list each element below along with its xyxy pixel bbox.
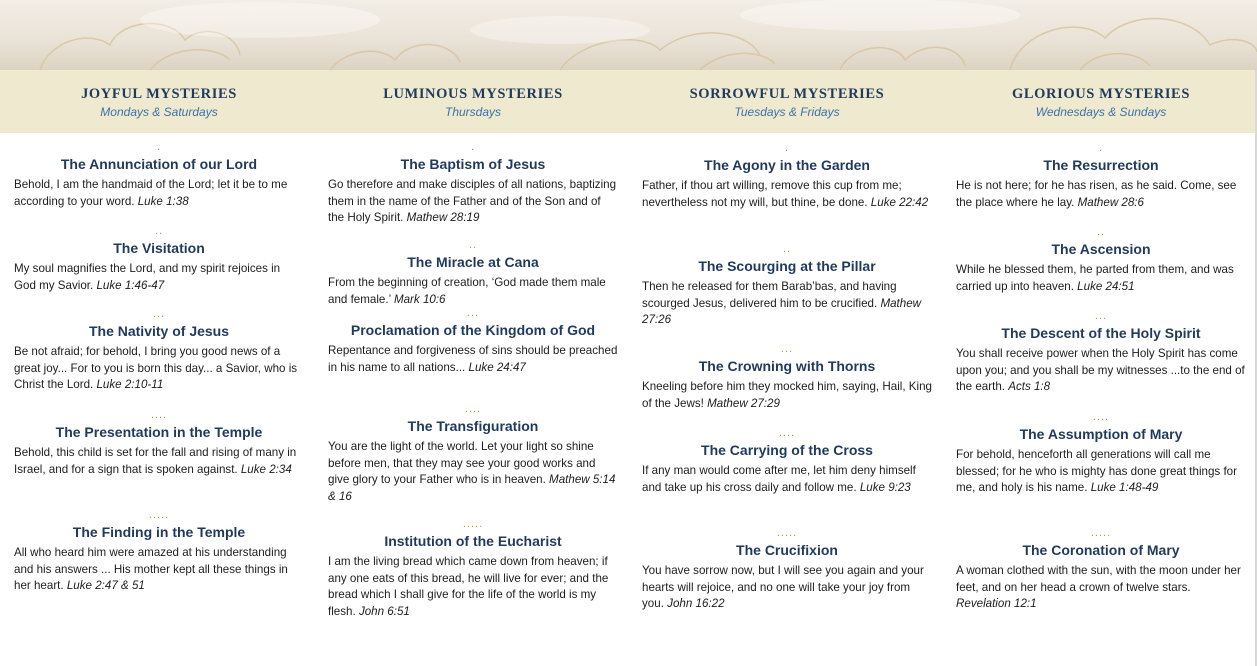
- mystery-title: The Resurrection: [1043, 157, 1159, 173]
- mystery-title: The Carrying of the Cross: [701, 442, 873, 458]
- decade-dots: .: [784, 142, 790, 154]
- column-days: Wednesdays & Sundays: [1035, 105, 1167, 119]
- scripture-text: [642, 463, 932, 496]
- mystery-title: The Presentation in the Temple: [55, 424, 263, 440]
- scripture-text: [956, 563, 1246, 613]
- scripture-reference: Mathew 28:6: [1077, 195, 1144, 209]
- mystery-item: [328, 519, 618, 620]
- decade-dots: ..: [468, 239, 478, 251]
- scripture-text: [14, 344, 304, 394]
- column-header: [642, 70, 932, 133]
- scripture-text: [14, 445, 304, 478]
- column-days: Thursdays: [444, 105, 502, 119]
- mystery-title: The Scourging at the Pillar: [698, 258, 876, 274]
- scripture-quote: You have sorrow now, but I will see you again and your hearts will rejoice, and no one will take your joy from you.: [642, 564, 924, 610]
- decade-dots: ..: [1096, 226, 1106, 238]
- scripture-text: [14, 545, 304, 595]
- mystery-title: The Baptism of Jesus: [400, 156, 546, 172]
- mystery-title: The Coronation of Mary: [1022, 542, 1180, 558]
- column-title: SORROWFUL MYSTERIES: [689, 86, 885, 102]
- mystery-item: [956, 528, 1246, 613]
- decade-dots: ....: [464, 403, 482, 415]
- decade-dots: .....: [462, 518, 484, 530]
- column-title: JOYFUL MYSTERIES: [81, 86, 237, 102]
- scripture-quote: Kneeling before him they mocked him, saying, Hail, King of the Jews!: [642, 380, 932, 410]
- mystery-item: [956, 412, 1246, 497]
- column-title: LUMINOUS MYSTERIES: [383, 86, 563, 102]
- scripture-text: [956, 447, 1246, 497]
- scripture-quote: Go therefore and make disciples of all nations, baptizing them in the name of the Father and of the Son and of the Holy Spirit.: [328, 178, 617, 224]
- scripture-reference: John 6:51: [358, 604, 410, 618]
- mystery-title: The Crowning with Thorns: [698, 358, 876, 374]
- scripture-quote: You shall receive power when the Holy Spirit has come upon you; and you shall be my witnesses ...to the end of the earth.: [956, 347, 1245, 393]
- decade-dots: ....: [150, 409, 168, 421]
- mystery-item: [642, 344, 932, 412]
- decade-dots: ...: [1094, 310, 1108, 322]
- scripture-reference: Luke 2:47 & 51: [66, 579, 145, 592]
- decade-dots: .....: [1090, 527, 1112, 539]
- decade-dots: .: [156, 141, 162, 153]
- scripture-text: [328, 439, 618, 505]
- scripture-reference: Luke 1:48-49: [1090, 481, 1159, 494]
- scripture-reference: Luke 1:38: [137, 194, 189, 208]
- mystery-title: The Miracle at Cana: [407, 254, 539, 270]
- cloud-banner: [0, 0, 1257, 70]
- decade-dots: ..: [154, 225, 164, 237]
- scripture-text: [642, 379, 932, 412]
- decade-dots: .: [470, 141, 476, 153]
- column-header: [956, 70, 1246, 133]
- decade-dots: ...: [466, 307, 480, 319]
- scripture-quote: He is not here; for he has risen, as he said. Come, see the place where he lay.: [956, 179, 1237, 209]
- decade-dots: ...: [152, 308, 166, 320]
- scripture-quote: Be not afraid; for behold, I bring you good news of a great joy... For to you is born this day... a Savior, who is Christ the Lord.: [14, 345, 298, 391]
- mystery-title: The Agony in the Garden: [704, 157, 870, 173]
- scripture-text: [14, 177, 304, 210]
- scripture-text: [642, 178, 932, 211]
- mystery-title: The Assumption of Mary: [1019, 426, 1183, 442]
- scripture-quote: Behold, I am the handmaid of the Lord; let it be to me according to your word.: [14, 178, 288, 208]
- scripture-reference: Mathew 27:26: [642, 296, 922, 326]
- scripture-reference: Revelation 12:1: [956, 597, 1037, 610]
- mystery-item: [328, 308, 618, 376]
- scripture-reference: Luke 24:47: [468, 360, 526, 374]
- scripture-reference: Mathew 5:14 & 16: [328, 473, 616, 503]
- column-header: [14, 70, 304, 133]
- scripture-reference: Mark 10:6: [393, 292, 446, 306]
- mystery-item: [14, 410, 304, 478]
- scripture-quote: My soul magnifies the Lord, and my spirit rejoices in God my Savior.: [14, 262, 281, 292]
- scripture-reference: Luke 2:34: [240, 462, 292, 476]
- decade-dots: .....: [776, 527, 798, 539]
- scripture-text: [328, 177, 618, 227]
- mystery-item: [328, 142, 618, 227]
- decade-dots: .....: [148, 509, 170, 521]
- scripture-reference: Luke 2:10-11: [96, 378, 164, 391]
- mystery-item: [328, 240, 618, 308]
- scripture-text: [642, 279, 932, 329]
- mystery-title: The Transfiguration: [407, 418, 539, 434]
- decade-dots: ....: [778, 427, 796, 439]
- mystery-title: The Crucifixion: [736, 542, 838, 558]
- scripture-quote: Then he released for them Barab’bas, and having scourged Jesus, delivered him to be crucified.: [642, 280, 897, 310]
- mystery-item: [642, 428, 932, 496]
- scripture-reference: Luke 24:51: [1077, 279, 1135, 293]
- scripture-reference: Mathew 28:19: [406, 211, 480, 224]
- scripture-text: [14, 261, 304, 294]
- scripture-reference: Luke 22:42: [870, 195, 929, 209]
- column-days: Mondays & Saturdays: [100, 105, 218, 119]
- mystery-title: The Nativity of Jesus: [88, 323, 230, 339]
- scripture-quote: All who heard him were amazed at his understanding and his answers ... His mother kept all these things in her heart.: [14, 546, 288, 592]
- scripture-reference: Mathew 27:29: [707, 396, 780, 410]
- scripture-reference: Luke 1:46-47: [96, 278, 165, 292]
- scripture-text: [956, 262, 1246, 295]
- mystery-item: [14, 309, 304, 394]
- mystery-item: [14, 142, 304, 210]
- column-title: GLORIOUS MYSTERIES: [1012, 86, 1190, 102]
- scripture-text: [956, 178, 1246, 211]
- scripture-quote: Father, if thou art willing, remove this cup from me; nevertheless not my will, but thine, be done.: [642, 179, 902, 209]
- scripture-reference: Luke 9:23: [859, 480, 911, 494]
- mystery-title: The Visitation: [113, 240, 205, 256]
- mystery-title: The Annunciation of our Lord: [60, 156, 258, 172]
- decade-dots: ....: [1092, 411, 1110, 423]
- scripture-text: [328, 343, 618, 376]
- mystery-item: [328, 404, 618, 505]
- scripture-quote: Repentance and forgiveness of sins should be preached in his name to all nations...: [328, 344, 618, 374]
- mystery-title: Proclamation of the Kingdom of God: [350, 322, 596, 338]
- mystery-title: The Descent of the Holy Spirit: [1001, 325, 1201, 341]
- mystery-column: [956, 70, 1246, 610]
- mystery-item: [642, 528, 932, 613]
- mystery-title: The Finding in the Temple: [72, 524, 246, 540]
- scripture-quote: If any man would come after me, let him deny himself and take up his cross daily and follow me.: [642, 464, 916, 494]
- scripture-quote: From the beginning of creation, ‘God made them male and female.’: [328, 276, 606, 306]
- scripture-quote: You are the light of the world. Let your light so shine before men, that they may see your good works and give glory to your Father who is in heaven.: [328, 440, 596, 486]
- mystery-item: [642, 143, 932, 211]
- scripture-quote: While he blessed them, he parted from them, and was carried up into heaven.: [956, 263, 1234, 293]
- mystery-title: The Ascension: [1051, 241, 1151, 257]
- mystery-item: [956, 311, 1246, 396]
- scripture-reference: Acts 1:8: [1008, 380, 1051, 393]
- decade-dots: .: [1098, 142, 1104, 154]
- mystery-item: [14, 510, 304, 595]
- mystery-item: [956, 143, 1246, 211]
- scripture-quote: Behold, this child is set for the fall and rising of many in Israel, and for a sign that is spoken against.: [14, 446, 297, 476]
- scripture-quote: I am the living bread which came down from heaven; if any one eats of this bread, he will live for ever; and the bread which I shall give for the life of the world is my flesh.: [328, 555, 609, 618]
- column-days: Tuesdays & Fridays: [734, 105, 840, 119]
- mystery-item: [14, 226, 304, 294]
- decade-dots: ...: [780, 343, 794, 355]
- scripture-reference: John 16:22: [667, 597, 725, 610]
- scripture-quote: For behold, henceforth all generations will call me blessed; for he who is mighty has done great things for me, and holy is his name.: [956, 448, 1237, 494]
- mystery-column: [14, 70, 304, 592]
- decade-dots: ..: [782, 243, 792, 255]
- scripture-quote: A woman clothed with the sun, with the moon under her feet, and on her head a crown of twelve stars.: [956, 564, 1241, 594]
- scripture-text: [328, 275, 618, 308]
- scripture-text: [956, 346, 1246, 396]
- mystery-item: [642, 244, 932, 329]
- mystery-column: [642, 70, 932, 610]
- mystery-item: [956, 227, 1246, 295]
- mystery-title: Institution of the Eucharist: [384, 533, 562, 549]
- mystery-column: [328, 70, 618, 618]
- scripture-text: [642, 563, 932, 613]
- column-header: [328, 70, 618, 133]
- clouds-illustration: [0, 0, 1257, 70]
- scripture-text: [328, 554, 618, 620]
